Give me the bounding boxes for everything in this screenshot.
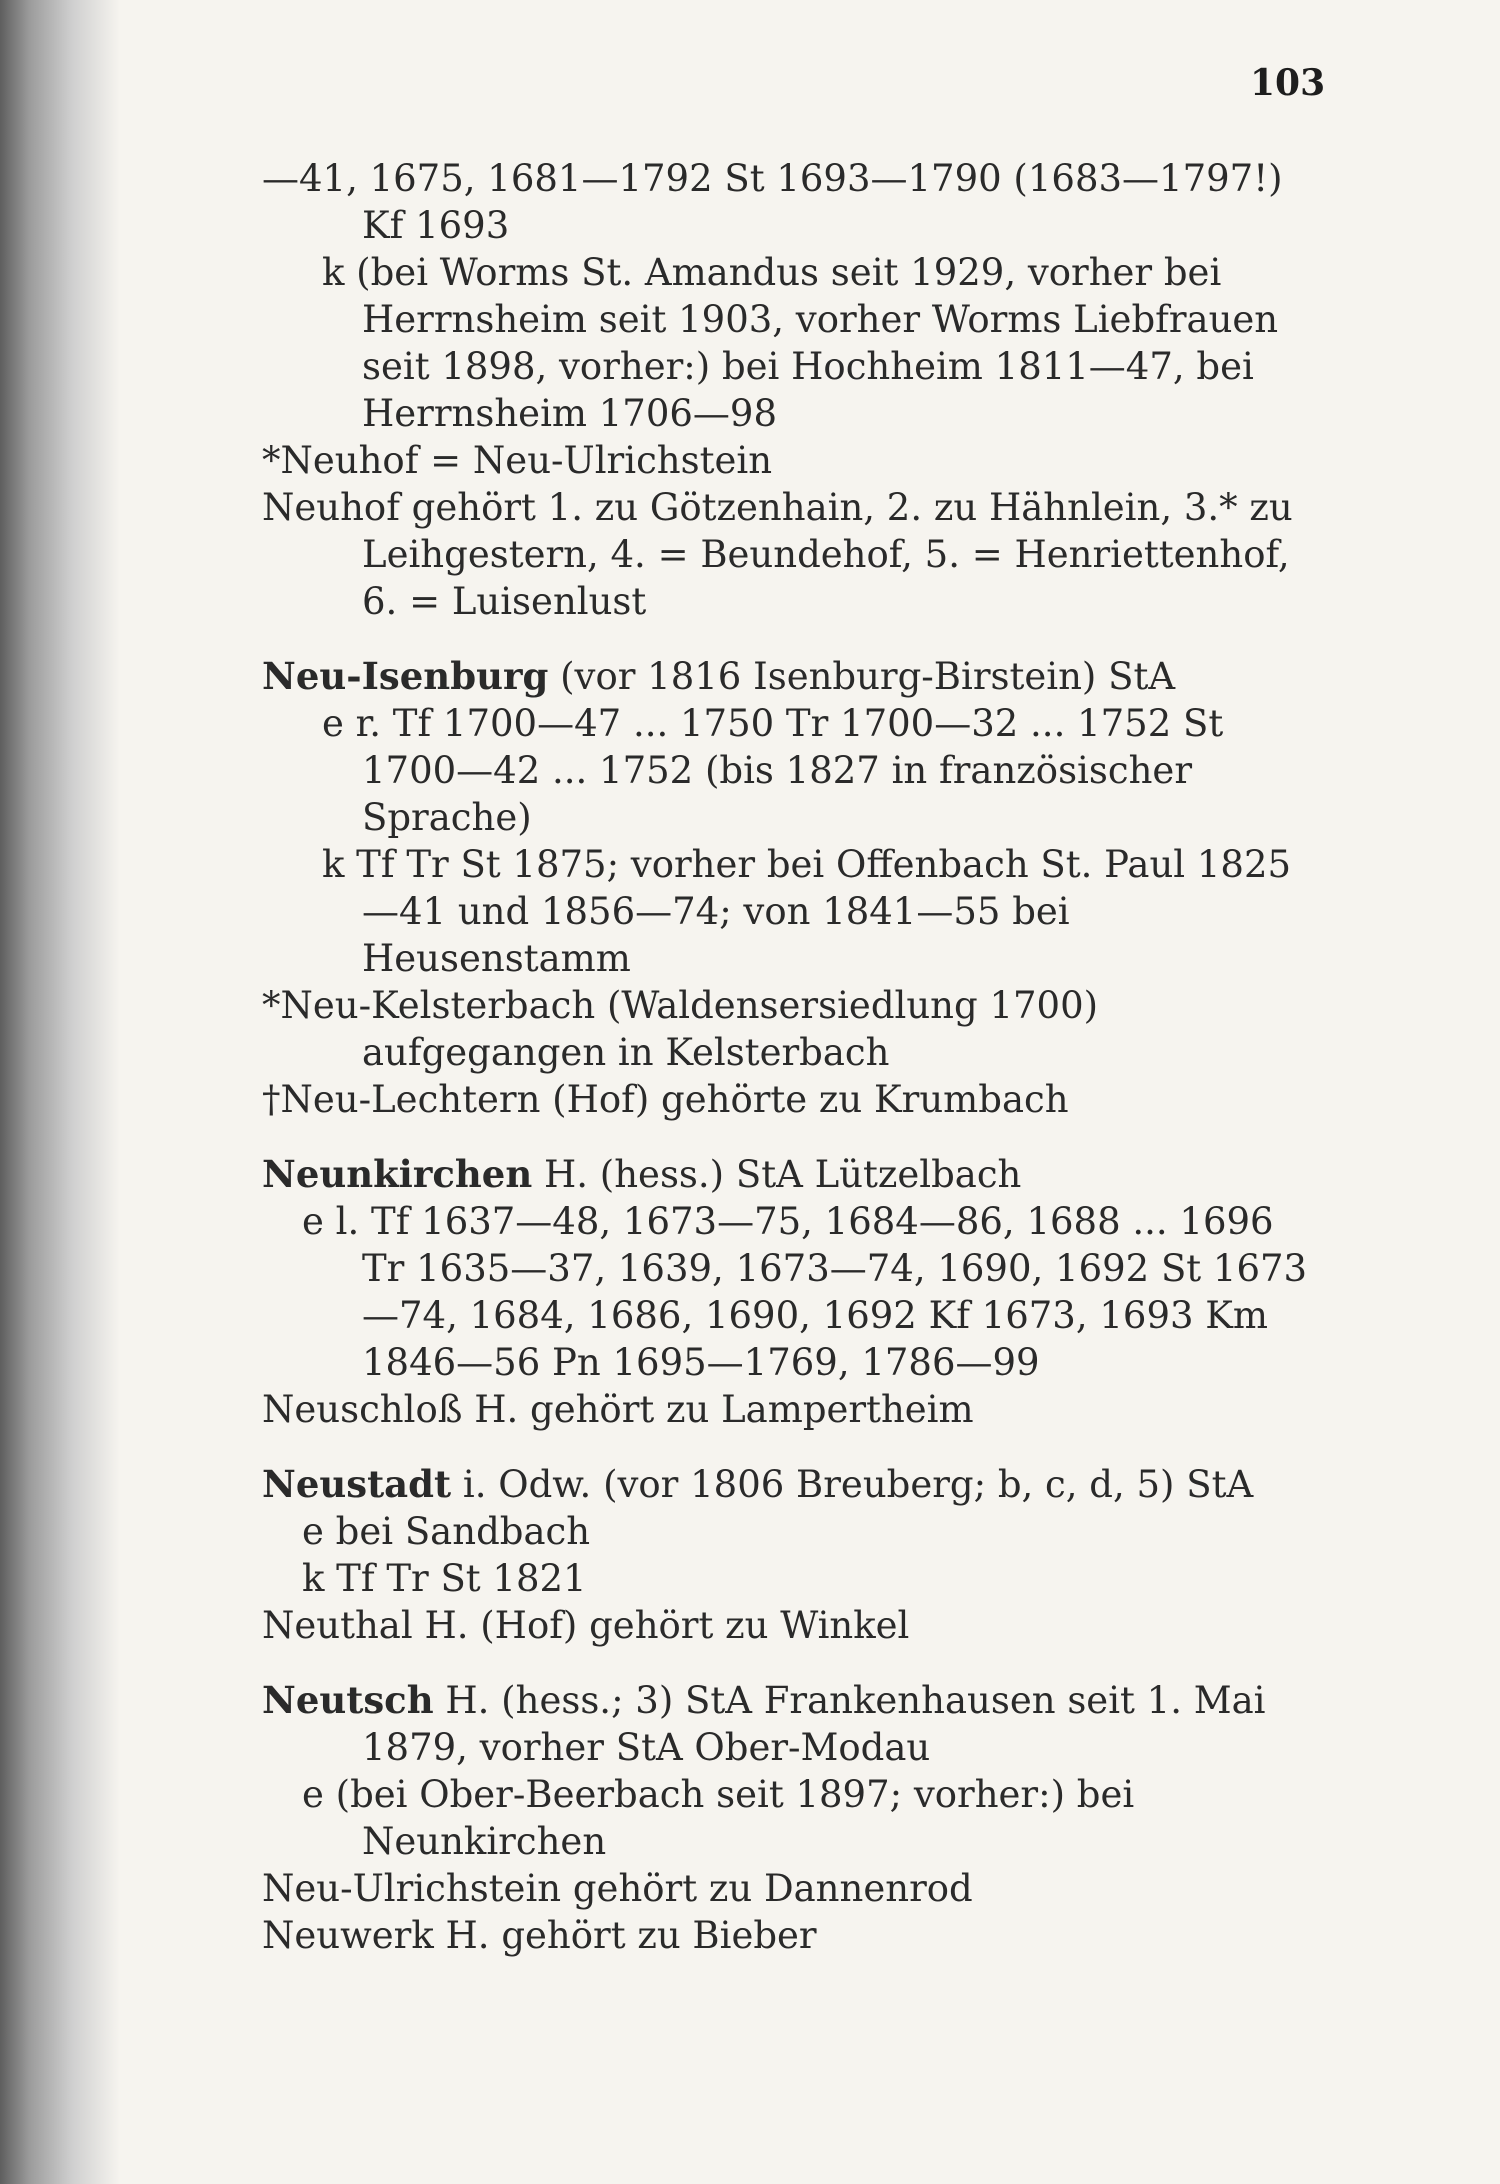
entry-text: e r. Tf 1700—47 ... 1750 Tr 1700—32 ... 1752 St 1700—42 ... 1752 (bis 1827 in französischer Sprache) [322,702,1235,839]
register-entry [262,1386,1322,1433]
entry-text: e l. Tf 1637—48, 1673—75, 1684—86, 1688 ... 1696 Tr 1635—37, 1639, 1673—74, 1690, 1692 St 1673—74, 1684, 1686, 1690, 1692 Kf 1673, 1693 Km 1846—56 Pn 1695—1769, 1786—99 [302,1200,1308,1384]
register-entry [262,1508,1322,1555]
register-entry [262,1198,1322,1386]
register-entry [262,1461,1322,1508]
register-entry [262,653,1322,700]
entry-text: (vor 1816 Isenburg-Birstein) StA [548,655,1176,698]
register-entry [262,1912,1322,1959]
entry-text: Neu-Ulrichstein gehört zu Dannenrod [262,1867,973,1910]
register-entry [262,1151,1322,1198]
register-entry [262,1602,1322,1649]
entry-place-name: Neustadt [262,1462,452,1506]
entry-text: i. Odw. (vor 1806 Breuberg; b, c, d, 5) StA [451,1463,1254,1506]
entry-text: H. (hess.) StA Lützelbach [532,1153,1022,1196]
register-entry [262,1555,1322,1602]
register-entry [262,700,1322,841]
entry-text: e (bei Ober-Beerbach seit 1897; vorher:) bei Neunkirchen [302,1773,1146,1863]
entry-text: *Neuhof = Neu-Ulrichstein [262,439,773,482]
register-entry [262,437,1322,484]
entry-text: k (bei Worms St. Amandus seit 1929, vorher bei Herrnsheim seit 1903, vorher Worms Liebfrauen seit 1898, vorher:) bei Hochheim 1811—47, bei Herrnsheim 1706—98 [322,251,1290,435]
page-number: 103 [1250,62,1326,104]
entry-text: k Tf Tr St 1821 [302,1557,587,1600]
entry-place-name: Neu-Isenburg [262,654,549,698]
book-spine-shadow [0,0,120,2184]
entry-text: Neuschloß H. gehört zu Lampertheim [262,1388,974,1431]
register-entry [262,249,1322,437]
register-entry [262,1865,1322,1912]
entry-place-name: Neutsch [262,1678,434,1722]
register-entry [262,484,1322,625]
register-entries [262,155,1322,1959]
entry-text: Neuwerk H. gehört zu Bieber [262,1914,817,1957]
entry-text: —41, 1675, 1681—1792 St 1693—1790 (1683—1797!) Kf 1693 [262,157,1295,247]
entry-text: †Neu-Lechtern (Hof) gehörte zu Krumbach [262,1078,1069,1121]
entry-text: Neuhof gehört 1. zu Götzenhain, 2. zu Hähnlein, 3.* zu Leihgestern, 4. = Beundehof, 5. = Henriettenhof, 6. = Luisenlust [262,486,1305,623]
entry-text: e bei Sandbach [302,1510,591,1553]
register-entry [262,155,1322,249]
entry-text: *Neu-Kelsterbach (Waldensersiedlung 1700) aufgegangen in Kelsterbach [262,984,1110,1074]
register-entry [262,1076,1322,1123]
register-entry [262,1677,1322,1771]
entry-text: k Tf Tr St 1875; vorher bei Offenbach St. Paul 1825—41 und 1856—74; von 1841—55 bei Heusenstamm [322,843,1292,980]
register-entry [262,841,1322,982]
register-entry [262,1771,1322,1865]
register-entry [262,982,1322,1076]
entry-place-name: Neunkirchen [262,1152,533,1196]
entry-text: Neuthal H. (Hof) gehört zu Winkel [262,1604,910,1647]
entry-text: H. (hess.; 3) StA Frankenhausen seit 1. Mai 1879, vorher StA Ober-Modau [362,1679,1278,1769]
